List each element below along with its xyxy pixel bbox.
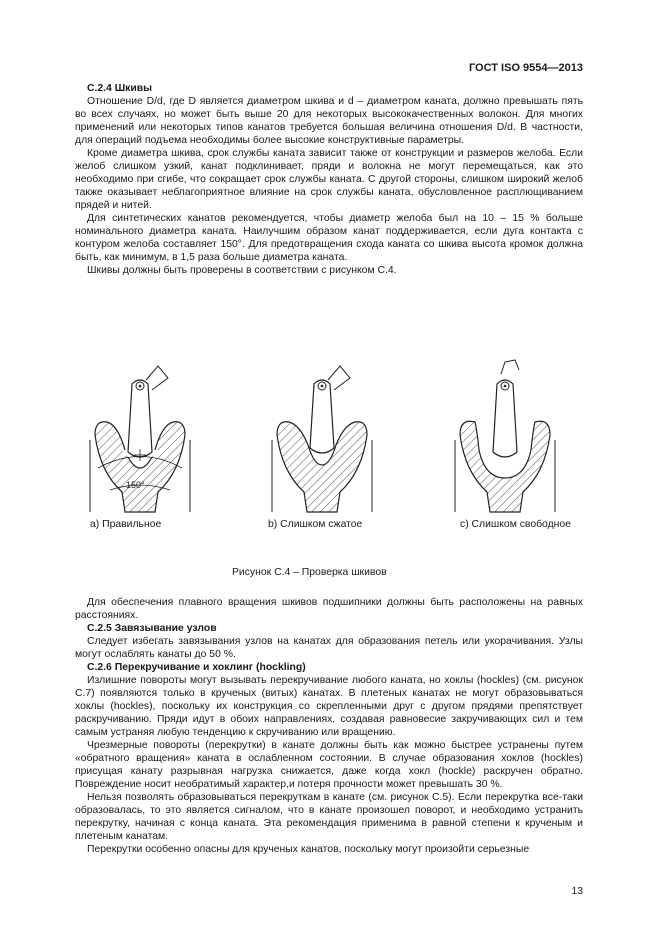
paragraph: Шкивы должны быть проверены в соответствии с рисунком С.4. bbox=[87, 265, 397, 276]
paragraph: Для обеспечения плавного вращения шкивов подшипники должны быть расположены на равных расстояниях. bbox=[75, 597, 583, 621]
caption-b: b) Слишком сжатое bbox=[268, 519, 363, 530]
sheave-correct bbox=[90, 366, 190, 512]
paragraph: Чрезмерные повороты (перекрутки) в канате должны быть как можно быстрее устранены путем «обратного вращения» каната в ослабленном состоянии. В случае образования хоклов (hockles) присущая канату разрывная нагрузка снижается, даже когда хокл (hockle) раскручен обратно. Повреждение носит необратимый характер,и потеря прочности может превышать 30 %. bbox=[75, 740, 583, 790]
sheave-too-narrow bbox=[272, 366, 372, 512]
section-heading: С.2.6 Перекручивание и хоклинг (hockling) bbox=[87, 662, 306, 673]
paragraph: Излишние повороты могут вызывать перекручивание любого каната, но хоклы (hockles) (см. рисунок С.7) появляются только в крученых (витых) канатах. В плетеных канатах не могут образовываться хоклы (hockles), поскольку их конструкция со скрепленными друг с другом прядями препятствует раскручиванию. Пряди идут в обоих направлениях, создавая равновесие закручивающих сил и тем самым устраняя любую тенденцию к скручиванию или вращению. bbox=[75, 675, 583, 738]
sheave-too-loose bbox=[455, 360, 555, 512]
paragraph: Отношение D/d, где D является диаметром шкива и d – диаметром каната, должно превышать пять во всех случаях, но может быть выше 20 для некоторых высококачественных волокон. Для многих применений или некоторых типов канатов требуется большая величина отношения D/d. В частности, для операций подъема необходимы более высокие конструктивные параметры. bbox=[75, 96, 583, 146]
paragraph: Для синтетических канатов рекомендуется, чтобы диаметр желоба был на 10 – 15 % больше номинального диаметра каната. Наилучшим образом канат поддерживается, если дуга контакта с контуром желоба составляет 150°. Для предотвращения схода каната со шкива высота кромок должна быть, как минимум, в 1,5 раза больше диаметра каната. bbox=[75, 213, 583, 263]
caption-a: а) Правильное bbox=[90, 519, 162, 530]
paragraph: Следует избегать завязывания узлов на канатах для образования петель или укорачивания. Узлы могут ослаблять канаты до 50 %. bbox=[75, 636, 583, 660]
document-id: ГОСТ ISO 9554—2013 bbox=[468, 62, 583, 74]
body-continued bbox=[75, 596, 583, 856]
paragraph: Перекрутки особенно опасны для крученых канатов, поскольку могут произойти серьезные bbox=[87, 844, 530, 855]
angle-label: 150° bbox=[126, 480, 145, 490]
page-number: 13 bbox=[571, 886, 583, 897]
paragraph: Нельзя позволять образовываться перекруткам в канате (см. рисунок С.5). Если перекрутка все-таки образовалась, то это является сигналом, что в канате произошел поворот, и необходимо устранить перекрутку, начиная с конца каната. Эта рекомендация применима в равной степени к крученым и плетеным канатам. bbox=[75, 792, 583, 842]
section-heading: С.2.5 Завязывание узлов bbox=[87, 623, 217, 634]
paragraph: Кроме диаметра шкива, срок службы каната зависит также от конструкции и размеров желоба. Если желоб слишком узкий, канат подклинивает, пряди и волокна не могут перемещаться, как это необходимо при сгибе, что сокращает срок службы каната. С другой стороны, слишком широкий желоб также оказывает неблагоприятное влияние на срок службы каната, обусловленное расплющиванием прядей и нитей. bbox=[75, 148, 583, 211]
section-heading: С.2.4 Шкивы bbox=[87, 83, 153, 94]
caption-c: с) Слишком свободное bbox=[460, 519, 571, 530]
figure-title: Рисунок С.4 – Проверка шкивов bbox=[232, 567, 387, 578]
